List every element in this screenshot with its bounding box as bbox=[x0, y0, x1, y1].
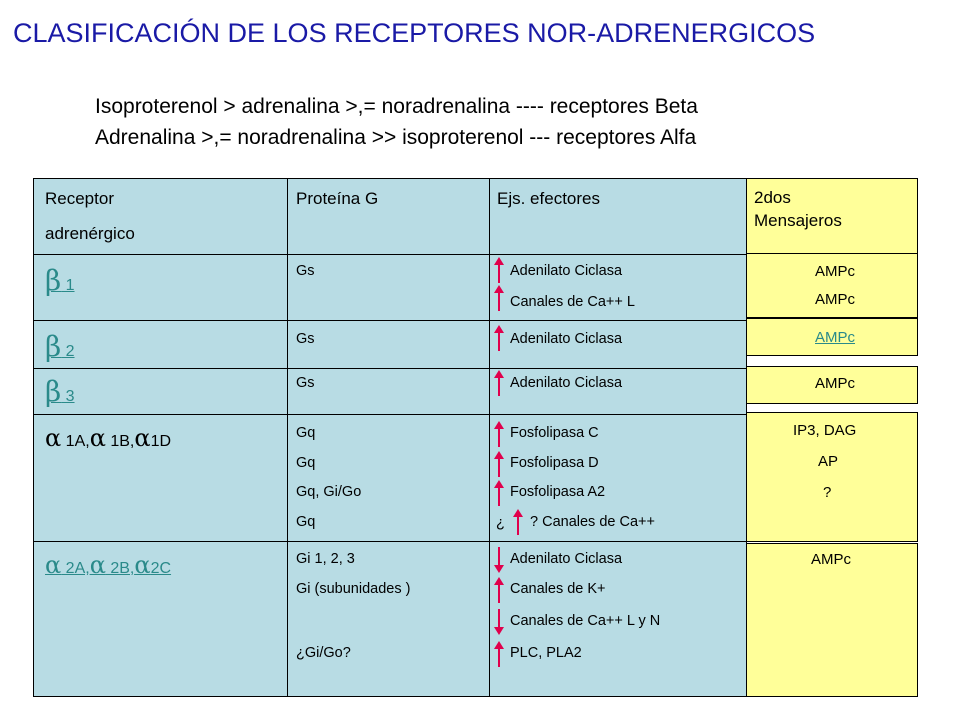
alpha1-effector-4: ? Canales de Ca++ bbox=[530, 514, 655, 530]
alpha1-effector-3: Fosfolipasa A2 bbox=[510, 484, 606, 500]
beta-symbol: β bbox=[45, 264, 62, 297]
receptor-beta2-link[interactable] bbox=[45, 330, 75, 363]
alpha1a-subscript: 1A, bbox=[61, 433, 90, 450]
beta1-messengers-box bbox=[746, 253, 918, 318]
alpha1-protein-3: Gq, Gi/Go bbox=[296, 484, 362, 500]
alpha2c-subscript: 2C bbox=[150, 560, 172, 577]
header-messengers: 2dos bbox=[754, 188, 791, 207]
alpha1-messenger-3: ? bbox=[823, 484, 832, 501]
alpha2-protein-2: Gi (subunidades ) bbox=[296, 581, 411, 597]
up-arrow-icon bbox=[493, 421, 505, 447]
alpha-symbol: α bbox=[45, 424, 62, 452]
up-arrow-icon bbox=[493, 257, 505, 283]
alpha2-effector-3: Canales de Ca++ L y N bbox=[510, 613, 661, 629]
receptor-alpha2-link[interactable] bbox=[45, 551, 171, 579]
alpha2a-subscript: 2A, bbox=[61, 560, 90, 577]
beta3-subscript: 3 bbox=[61, 388, 75, 405]
up-arrow-icon bbox=[493, 451, 505, 477]
alpha1-effector-prefix: ¿ bbox=[496, 515, 505, 531]
alpha1b-subscript: 1B, bbox=[105, 433, 135, 450]
alpha2-effector-2: Canales de K+ bbox=[510, 581, 606, 597]
up-arrow-icon bbox=[493, 641, 505, 667]
header-protein-g: Proteína G bbox=[296, 189, 379, 208]
alpha1-effector-1: Fosfolipasa C bbox=[510, 425, 599, 441]
beta1-subscript: 1 bbox=[61, 277, 75, 294]
alpha2-protein-1: Gi 1, 2, 3 bbox=[296, 551, 355, 567]
alpha-symbol: α bbox=[89, 551, 106, 579]
alpha2-effector-1: Adenilato Ciclasa bbox=[510, 551, 623, 567]
alpha2-protein-3: ¿Gi/Go? bbox=[296, 645, 351, 661]
receptor-alpha1 bbox=[45, 424, 171, 452]
up-arrow-icon bbox=[493, 285, 505, 311]
alpha-symbol: α bbox=[134, 551, 151, 579]
header-receptor: Receptor bbox=[45, 189, 114, 208]
beta2-protein: Gs bbox=[296, 331, 315, 347]
beta2-effector-1: Adenilato Ciclasa bbox=[510, 331, 623, 347]
beta1-protein: Gs bbox=[296, 263, 315, 279]
alpha-symbol: α bbox=[89, 424, 106, 452]
down-arrow-icon bbox=[493, 609, 505, 635]
up-arrow-icon bbox=[493, 480, 505, 506]
beta1-messenger-1: AMPc bbox=[815, 263, 856, 280]
receptor-table bbox=[33, 178, 747, 697]
up-arrow-icon bbox=[512, 509, 524, 535]
alpha1-messenger-1: IP3, DAG bbox=[793, 422, 857, 439]
alpha2-effector-4: PLC, PLA2 bbox=[510, 645, 582, 661]
beta1-effector-2: Canales de Ca++ L bbox=[510, 294, 635, 310]
receptor-beta1-link[interactable] bbox=[45, 264, 75, 297]
down-arrow-icon bbox=[493, 547, 505, 573]
alpha1-protein-4: Gq bbox=[296, 514, 316, 530]
alpha1-protein-2: Gq bbox=[296, 455, 316, 471]
receptor-beta3-link[interactable] bbox=[45, 375, 75, 408]
beta1-messenger-2: AMPc bbox=[815, 291, 856, 308]
beta2-messengers-box bbox=[746, 318, 918, 356]
alpha1d-subscript: 1D bbox=[150, 433, 172, 450]
beta3-effector-1: Adenilato Ciclasa bbox=[510, 375, 623, 391]
messengers-header-box bbox=[746, 178, 918, 255]
header-receptor-line2: adrenérgico bbox=[45, 224, 135, 243]
beta2-subscript: 2 bbox=[61, 343, 75, 360]
alpha2-messengers-box bbox=[746, 543, 918, 697]
header-messengers-line2: Mensajeros bbox=[754, 211, 842, 230]
beta3-messenger-1: AMPc bbox=[815, 375, 856, 392]
subtitle-alpha-rule: Adrenalina >,= noradrenalina >> isoproterenol --- receptores Alfa bbox=[95, 126, 697, 149]
header-effectors: Ejs. efectores bbox=[497, 189, 600, 208]
alpha1-messenger-2: AP bbox=[818, 453, 839, 470]
beta1-effector-1: Adenilato Ciclasa bbox=[510, 263, 623, 279]
beta3-protein: Gs bbox=[296, 375, 315, 391]
alpha-symbol: α bbox=[45, 551, 62, 579]
beta3-messengers-box bbox=[746, 366, 918, 404]
alpha1-effector-2: Fosfolipasa D bbox=[510, 455, 599, 471]
alpha1-messengers-box bbox=[746, 412, 918, 542]
alpha-symbol: α bbox=[134, 424, 151, 452]
up-arrow-icon bbox=[493, 370, 505, 396]
beta-symbol: β bbox=[45, 375, 62, 408]
alpha2b-subscript: 2B, bbox=[105, 560, 135, 577]
subtitle-beta-rule: Isoproterenol > adrenalina >,= noradrenalina ---- receptores Beta bbox=[95, 95, 698, 118]
alpha2-messenger-1: AMPc bbox=[811, 551, 852, 568]
page-title: CLASIFICACIÓN DE LOS RECEPTORES NOR-ADRENERGICOS bbox=[13, 18, 816, 48]
up-arrow-icon bbox=[493, 325, 505, 351]
beta-symbol: β bbox=[45, 330, 62, 363]
alpha1-protein-1: Gq bbox=[296, 425, 316, 441]
up-arrow-icon bbox=[493, 577, 505, 603]
beta2-messenger-link[interactable]: AMPc bbox=[815, 329, 856, 346]
